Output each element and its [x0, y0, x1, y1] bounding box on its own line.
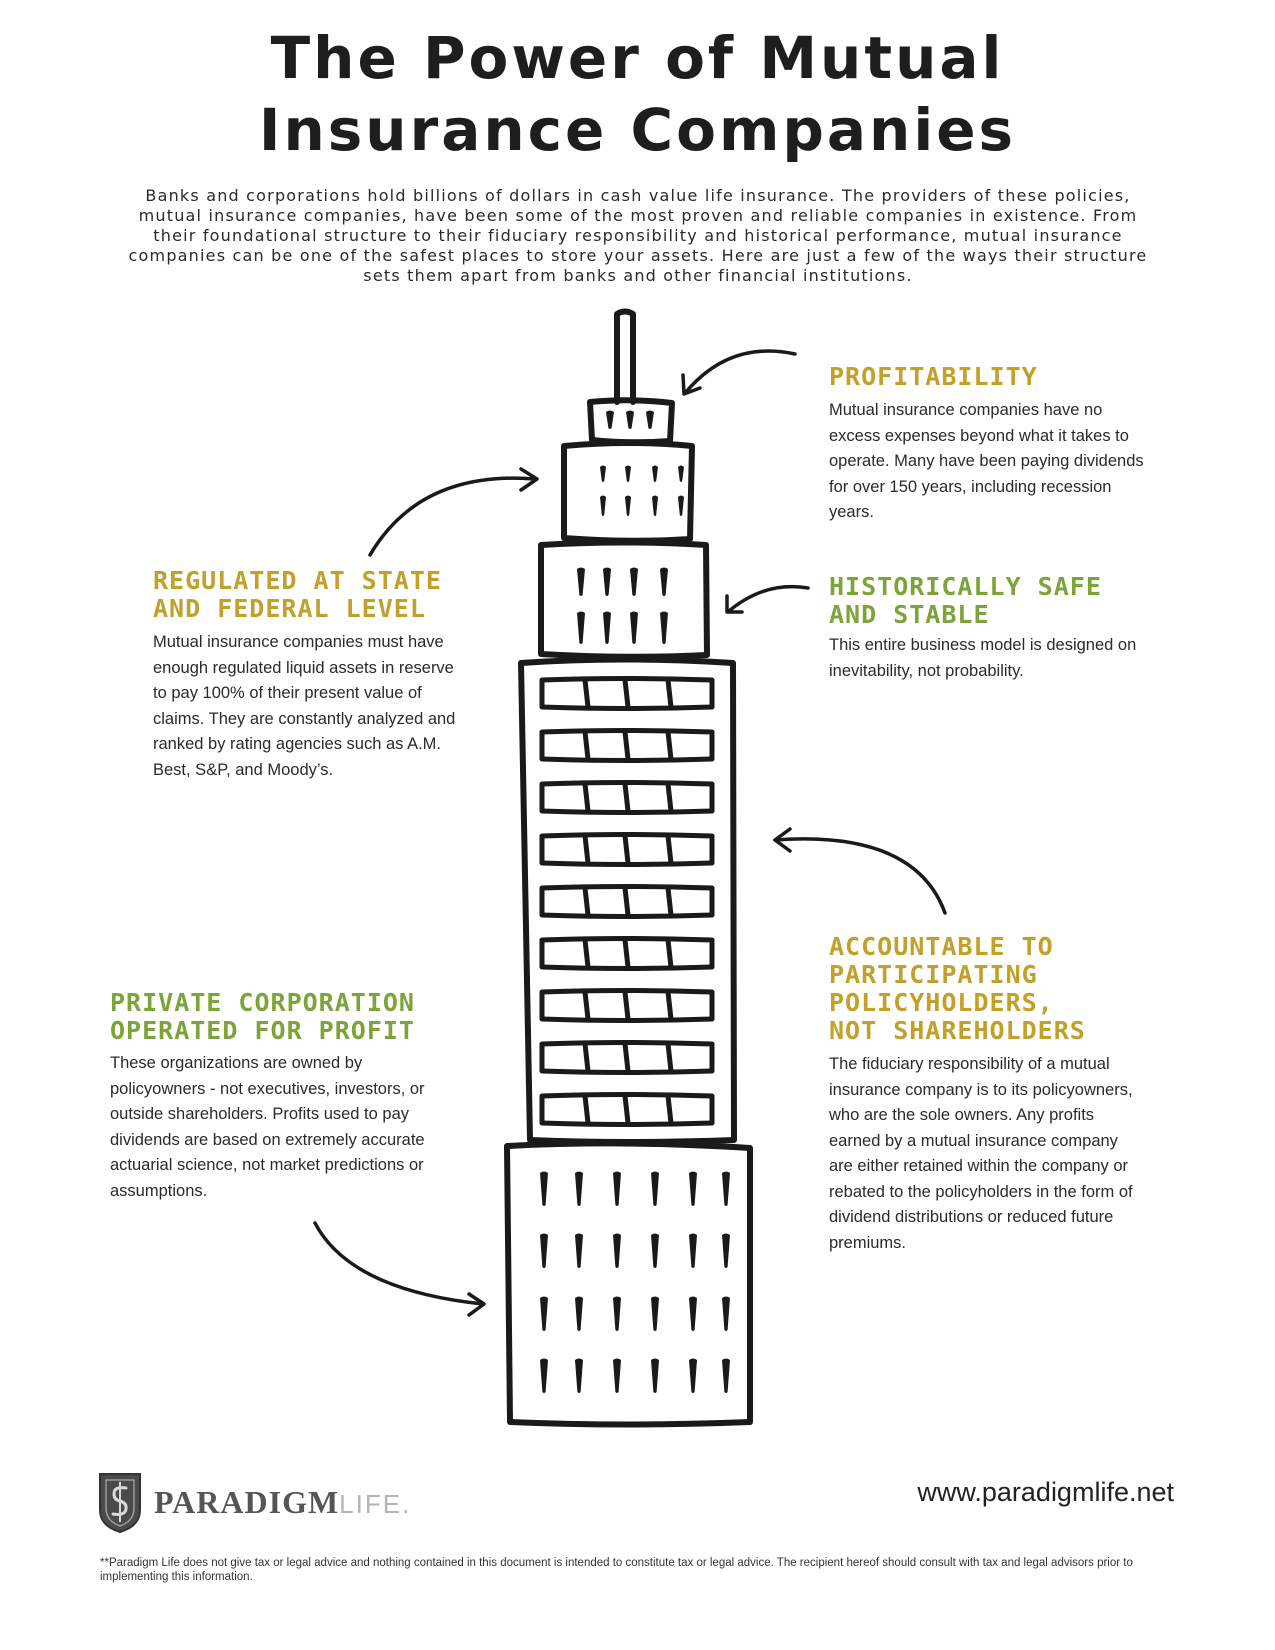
window [660, 612, 668, 645]
window [722, 1234, 730, 1269]
window-divider [668, 680, 671, 707]
window [689, 1359, 697, 1394]
page-title-line1: The Power of Mutual [270, 24, 1005, 92]
window-divider [625, 1096, 628, 1123]
window-divider [625, 732, 628, 759]
window-divider [585, 784, 588, 811]
text-regulated: Mutual insurance companies must have enough regulated liquid assets in reserve to pay 100% of their present value of claims. They are constantly analyzed and ranked by rating agencies such as A.M. Best, S&P, and Moody’s. [153, 633, 456, 779]
heading-profitability [829, 363, 1038, 391]
tier-3 [541, 543, 707, 657]
window [625, 466, 631, 483]
intro-paragraph: Banks and corporations hold billions of dollars in cash value life insurance. The providers of these policies, mutual insurance companies, have been some of the most proven and reliable companies in existence. From their foundational structure to their fiduciary responsibility and historical performance, mutual insurance companies can be one of the safest places to store your assets. Here are just a few of the ways their structure sets them apart from banks and other financial institutions. [128, 186, 1148, 285]
window-divider [668, 836, 671, 863]
heading-accountable [829, 933, 1086, 1045]
window-divider [668, 992, 671, 1019]
heading-regulated-line2: AND FEDERAL LEVEL [153, 594, 426, 623]
window [722, 1359, 730, 1394]
window [613, 1234, 621, 1269]
window [575, 1234, 583, 1269]
window-divider [668, 1044, 671, 1071]
logo-wordmark [154, 1484, 411, 1521]
text-private: These organizations are owned by policyowners - not executives, investors, or outside shareholders. Profits used to pay dividends are based on extremely accurate actuarial science, not market predictions or assumptions. [110, 1054, 425, 1200]
window [626, 411, 634, 430]
window [630, 568, 638, 597]
window [577, 568, 585, 597]
windows-top [606, 411, 654, 430]
windows-base [540, 1172, 730, 1394]
window [651, 1172, 659, 1207]
window [603, 612, 611, 645]
window [540, 1297, 548, 1332]
window [678, 466, 684, 483]
heading-private-line1: PRIVATE CORPORATION [110, 988, 415, 1017]
arrow-regulated-icon [370, 469, 537, 555]
text-accountable: The fiduciary responsibility of a mutual insurance company is to its policyowners, who are the sole owners. Any profits earned by a mutual insurance company are either retained within the company or rebated to the policyholders in the form of dividend distributions or reduced future premiums. [829, 1055, 1133, 1252]
window [625, 496, 631, 517]
tier-2 [564, 443, 692, 541]
arrow-profitability-icon [683, 351, 795, 394]
window [540, 1172, 548, 1207]
windows-tier-2 [600, 466, 684, 517]
window [540, 1234, 548, 1269]
window-divider [668, 1096, 671, 1123]
window-divider [625, 836, 628, 863]
heading-historically-line2: AND STABLE [829, 600, 990, 629]
window-divider [585, 1044, 588, 1071]
window [678, 496, 684, 517]
windows-tier-3 [577, 568, 668, 645]
window [689, 1234, 697, 1269]
windows-main [542, 679, 712, 1125]
shield-logo-icon [98, 1470, 142, 1534]
heading-accountable-line2: PARTICIPATING [829, 960, 1038, 989]
window [689, 1172, 697, 1207]
heading-regulated-line1: REGULATED AT STATE [153, 566, 442, 595]
window [603, 568, 611, 597]
window-divider [585, 732, 588, 759]
paradigm-life-logo [98, 1468, 411, 1536]
window [689, 1297, 697, 1332]
window [722, 1297, 730, 1332]
window-divider [585, 680, 588, 707]
heading-private-line2: OPERATED FOR PROFIT [110, 1016, 415, 1045]
heading-regulated [153, 567, 442, 623]
window [606, 411, 614, 430]
window [651, 1234, 659, 1269]
window-divider [625, 992, 628, 1019]
spire [617, 312, 633, 403]
window-divider [585, 888, 588, 915]
page-title-line2: Insurance Companies [258, 96, 1017, 164]
text-historically: This entire business model is designed on inevitability, not probability. [829, 636, 1137, 680]
arrow-accountable-icon [775, 829, 945, 913]
window [660, 568, 668, 597]
text-profitability: Mutual insurance companies have no excess expenses beyond what it takes to operate. Many have been paying dividends for over 150 years, including recession years. [829, 401, 1144, 521]
heading-accountable-line1: ACCOUNTABLE TO [829, 932, 1054, 961]
window [575, 1297, 583, 1332]
window-divider [625, 680, 628, 707]
window [575, 1359, 583, 1394]
arrow-historically-icon [727, 587, 808, 612]
window-divider [585, 836, 588, 863]
window-divider [625, 784, 628, 811]
window-divider [668, 732, 671, 759]
window-divider [668, 784, 671, 811]
heading-historically-line1: HISTORICALLY SAFE [829, 572, 1102, 601]
disclaimer: **Paradigm Life does not give tax or legal advice and nothing contained in this document is intended to constitute tax or legal advice. The recipient hereof should consult with tax and legal advisors prior to implementing this information. [100, 1557, 1133, 1583]
window-divider [625, 888, 628, 915]
window-divider [668, 888, 671, 915]
window-divider [585, 940, 588, 967]
heading-accountable-line4: NOT SHAREHOLDERS [829, 1016, 1086, 1045]
window [540, 1359, 548, 1394]
window [652, 496, 658, 517]
window [722, 1172, 730, 1207]
window [600, 466, 606, 483]
window-divider [625, 1044, 628, 1071]
website-link[interactable]: www.paradigmlife.net [917, 1477, 1174, 1507]
logo-main-text: PARADIGM [154, 1483, 340, 1520]
window [600, 496, 606, 517]
window [613, 1297, 621, 1332]
window-divider [585, 992, 588, 1019]
heading-historically [829, 573, 1102, 629]
window-divider [668, 940, 671, 967]
window [577, 612, 585, 645]
window-divider [625, 940, 628, 967]
heading-accountable-line3: POLICYHOLDERS, [829, 988, 1054, 1017]
window [652, 466, 658, 483]
window-divider [585, 1096, 588, 1123]
window [613, 1359, 621, 1394]
heading-profitability-line: PROFITABILITY [829, 362, 1038, 391]
window [613, 1172, 621, 1207]
arrow-private-icon [315, 1223, 484, 1315]
window [646, 411, 654, 430]
window [575, 1172, 583, 1207]
window [630, 612, 638, 645]
window [651, 1359, 659, 1394]
window [651, 1297, 659, 1332]
logo-light-text: LIFE. [339, 1488, 412, 1519]
heading-private [110, 989, 415, 1045]
